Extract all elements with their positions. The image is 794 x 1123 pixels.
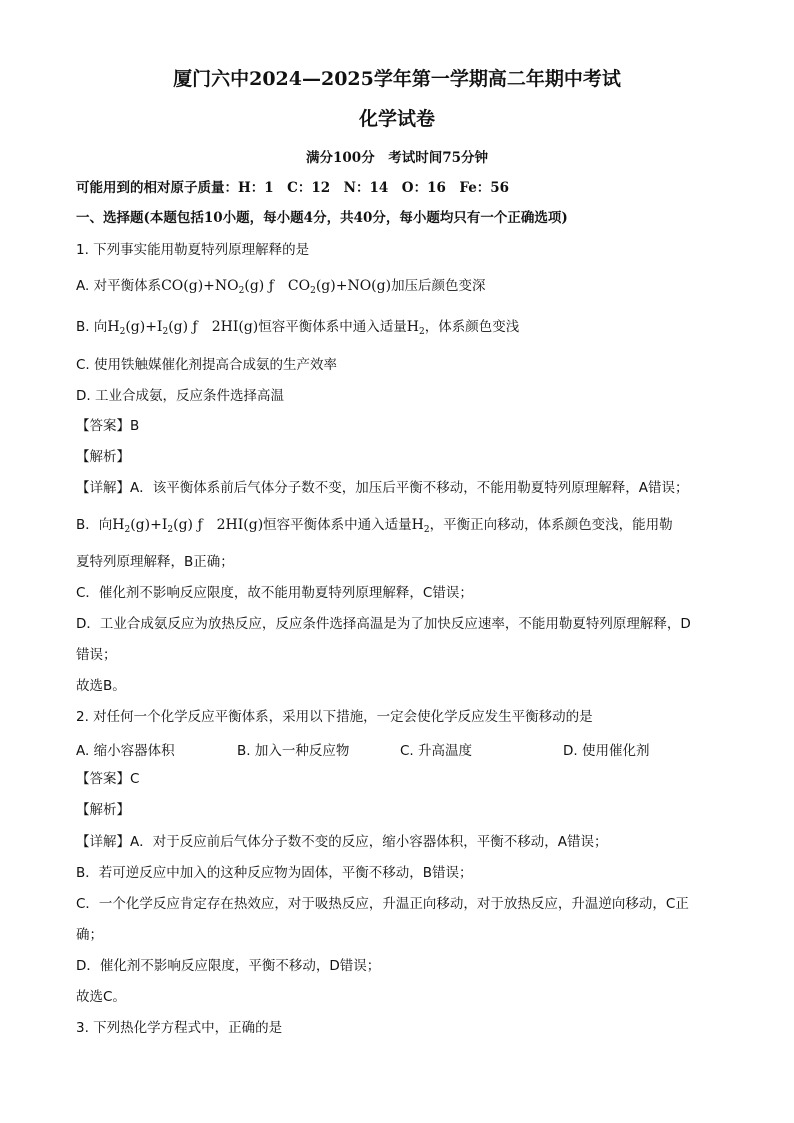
q1-a-equation — [161, 278, 391, 294]
eq-part: (g)+I — [130, 517, 168, 533]
q1-detail-b-text: 恒容平衡体系中通入适量 — [263, 517, 412, 533]
exam-subject: 化学试卷 — [358, 108, 435, 130]
q1-answer: 【答案】B — [76, 418, 140, 434]
q2-stem: 2. 对任何一个化学反应平衡体系，采用以下措施，一定会使化学反应发生平衡移动的是 — [76, 709, 593, 725]
q2-detail-a: 【详解】A．对于反应前后气体分子数不变的反应，缩小容器体积，平衡不移动，A错误； — [76, 834, 608, 850]
q1-detail-b-h2 — [412, 517, 430, 533]
q1-detail-b-equation — [112, 517, 263, 533]
subscript: 2 — [119, 327, 126, 337]
q1-detail-b-text: B．向 — [76, 517, 113, 533]
q1-b-text: B. 向 — [76, 319, 108, 335]
subscript: 2 — [162, 327, 169, 337]
q1-a-text: 加压后颜色变深 — [391, 278, 486, 294]
subscript: 2 — [310, 286, 316, 296]
q1-option-d: D. 工业合成氨，反应条件选择高温 — [76, 388, 284, 404]
eq-part: H — [112, 517, 125, 533]
q3-stem: 3. 下列热化学方程式中，正确的是 — [76, 1020, 283, 1036]
eq-part: (g) ƒ 2HI(g) — [168, 319, 259, 335]
exam-info: 满分100分 考试时间75分钟 — [306, 150, 488, 166]
subscript: 2 — [238, 286, 245, 296]
q1-option-c: C. 使用铁触媒催化剂提高合成氨的生产效率 — [76, 357, 338, 373]
subscript: 2 — [418, 327, 425, 337]
q2-detail-c2: 确； — [76, 927, 103, 943]
q1-b-text: ，体系颜色变浅 — [424, 319, 520, 335]
eq-part: (g)+NO(g) — [315, 278, 392, 294]
q1-b-text: 恒容平衡体系中通入适量 — [258, 319, 407, 335]
q1-option-b — [76, 318, 519, 336]
subscript: 2 — [423, 525, 430, 535]
eq-part: CO(g)+NO — [161, 278, 239, 294]
q2-detail-d: D．催化剂不影响反应限度，平衡不移动，D错误； — [76, 958, 381, 974]
subscript: 2 — [167, 525, 174, 535]
q2-option-c: C. 升高温度 — [400, 743, 473, 759]
q2-option-a: A. 缩小容器体积 — [76, 743, 175, 759]
eq-part: (g) ƒ CO — [244, 278, 311, 294]
q1-detail-d: D．工业合成氨反应为放热反应，反应条件选择高温是为了加快反应速率，不能用勒夏特列原理解释，D — [76, 616, 691, 632]
q1-detail-d2: 错误； — [76, 647, 117, 663]
q1-conclusion: 故选B。 — [76, 678, 126, 694]
q1-stem: 1. 下列事实能用勒夏特列原理解释的是 — [76, 242, 310, 258]
eq-part: (g)+I — [125, 319, 163, 335]
q1-b-equation — [107, 319, 258, 335]
q2-analysis-label: 【解析】 — [76, 802, 130, 818]
q1-a-text: A. 对平衡体系 — [76, 278, 162, 294]
q2-detail-b: B．若可逆反应中加入的这种反应物为固体，平衡不移动，B错误； — [76, 865, 473, 881]
eq-part: H — [411, 517, 424, 533]
q1-option-a — [76, 277, 486, 295]
q1-detail-a: 【详解】A．该平衡体系前后气体分子数不变，加压后平衡不移动，不能用勒夏特列原理解释，A错误； — [76, 480, 689, 496]
q2-answer: 【答案】C — [76, 771, 140, 787]
q2-detail-c: C．一个化学反应肯定存在热效应，对于吸热反应，升温正向移动，对于放热反应，升温逆向移动，C正 — [76, 896, 689, 912]
q1-detail-b — [76, 516, 673, 534]
q2-conclusion: 故选C。 — [76, 989, 126, 1005]
q1-analysis-label: 【解析】 — [76, 449, 130, 465]
eq-part: (g) ƒ 2HI(g) — [173, 517, 264, 533]
exam-title: 厦门六中2024—2025学年第一学期高二年期中考试 — [173, 68, 621, 90]
q1-detail-c: C．催化剂不影响反应限度，故不能用勒夏特列原理解释，C错误； — [76, 585, 473, 601]
q1-b-h2 — [407, 319, 425, 335]
q2-option-d: D. 使用催化剂 — [563, 743, 650, 759]
section-heading: 一、选择题(本题包括10小题，每小题4分，共40分，每小题均只有一个正确选项) — [76, 210, 568, 226]
eq-part: H — [107, 319, 120, 335]
q1-detail-b-text: ，平衡正向移动，体系颜色变浅，能用勒 — [429, 517, 673, 533]
atomic-masses: 可能用到的相对原子质量：H：1 C：12 N：14 O：16 Fe：56 — [76, 180, 510, 196]
eq-part: H — [406, 319, 419, 335]
subscript: 2 — [124, 525, 131, 535]
q1-detail-b2: 夏特列原理解释，B正确； — [76, 554, 234, 570]
q2-option-b: B. 加入一种反应物 — [237, 743, 350, 759]
